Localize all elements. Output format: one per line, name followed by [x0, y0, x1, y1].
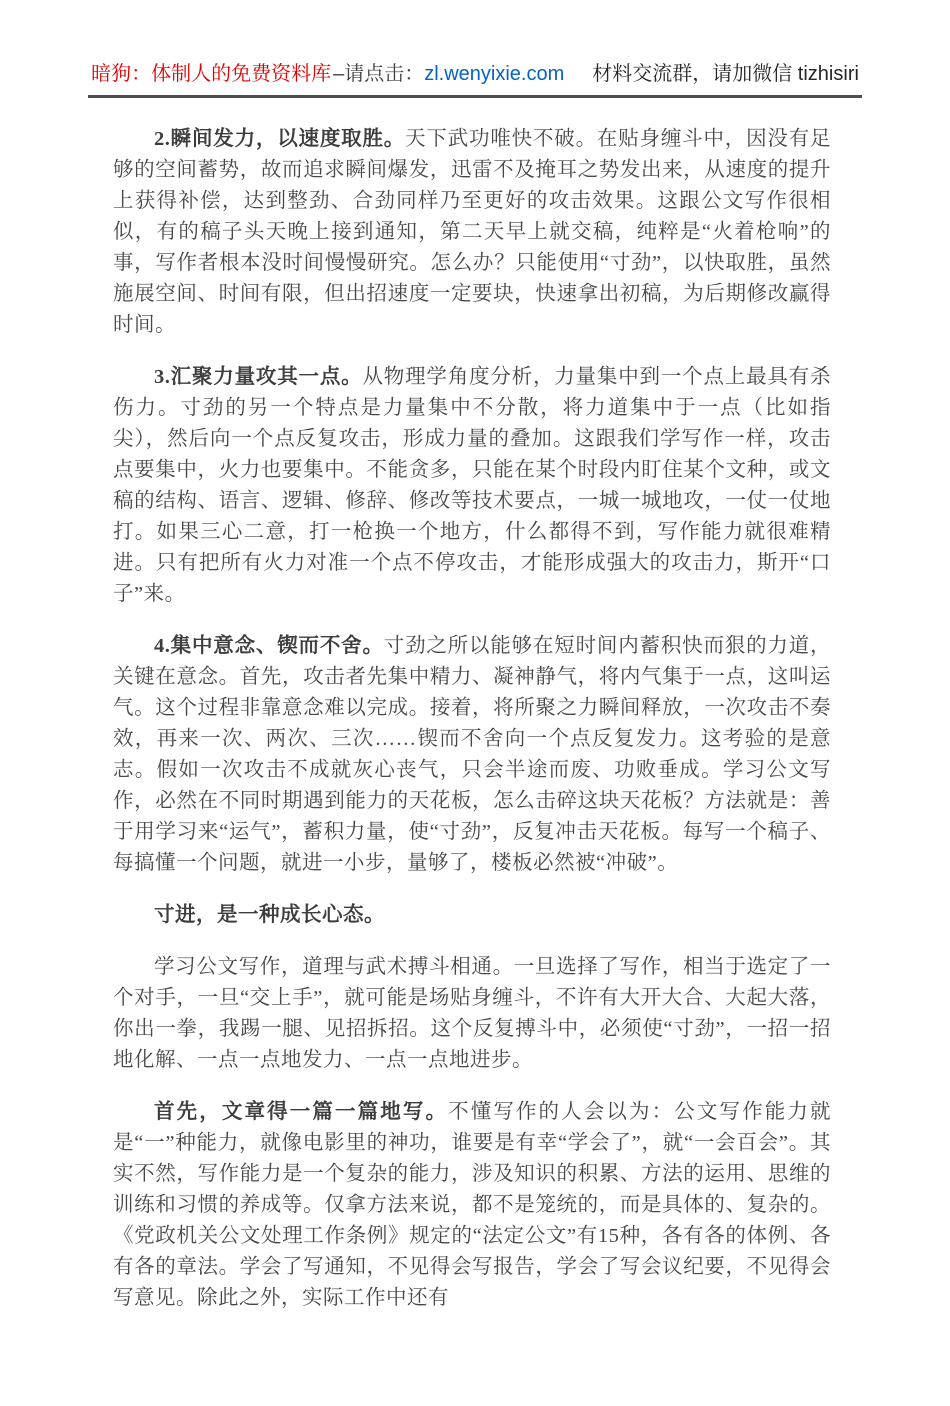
- paragraph-growth-mindset: [113, 952, 831, 1076]
- paragraph-lead: 3.汇聚力量攻其一点。: [154, 366, 363, 388]
- paragraph-willpower: [113, 631, 831, 879]
- wechat-group-note: 材料交流群，请加微信 tizhisiri: [592, 63, 859, 85]
- paragraph-text: 寸劲之所以能够在短时间内蓄积快而狠的力道，关键在意念。首先，攻击者先集中精力、凝神静气，将内气集于一点，这叫运气。这个过程非靠意念难以完成。接着，将所聚之力瞬间释放，一次攻击不奏效，再来一次、两次、三次……锲而不舍向一个点反复发力。这考验的是意志。假如一次攻击不成就灰心丧气，只会半途而废、功败垂成。学习公文写作，必然在不同时期遇到能力的天花板，怎么击碎这块天花板？方法就是：善于用学习来“运气”，蓄积力量，使“寸劲”，反复冲击天花板。每写一个稿子、每搞懂一个问题，就进一小步，量够了，楼板必然被“冲破”。: [113, 635, 832, 874]
- header-banner: [88, 62, 862, 98]
- paragraph-text: 从物理学角度分析，力量集中到一个点上最具有杀伤力。寸劲的另一个特点是力量集中不分散，将力道集中于一点（比如指尖），然后向一个点反复攻击，形成力量的叠加。这跟我们学写作一样，攻击点要集中，火力也要集中。不能贪多，只能在某个时段内盯住某个文种，或文稿的结构、语言、逻辑、修辞、修改等技术要点，一城一城地攻，一仗一仗地打。如果三心二意，打一枪换一个地方，什么都得不到，写作能力就很难精进。只有把所有火力对准一个点不停攻击，才能形成强大的攻击力，斯开“口子”来。: [113, 366, 832, 605]
- paragraph-text: 天下武功唯快不破。在贴身缠斗中，因没有足够的空间蓄势，故而追求瞬间爆发，迅雷不及掩耳之势发出来，从速度的提升上获得补偿，达到整劲、合劲同样乃至更好的攻击效果。这跟公文写作很相似，有的稿子头天晚上接到通知，第二天早上就交稿，纯粹是“火着枪响”的事，写作者根本没时间慢慢研究。怎么办？只能使用“寸劲”，以快取胜，虽然施展空间、时间有限，但出招速度一定要块，快速拿出初稿，为后期修改赢得时间。: [113, 128, 832, 336]
- paragraph-lead: 首先，文章得一篇一篇地写。: [154, 1101, 449, 1123]
- paragraph-focus-force: [113, 362, 831, 610]
- site-link[interactable]: zl.wenyixie.com: [424, 63, 565, 85]
- paragraph-text: 不懂写作的人会以为：公文写作能力就是“一”种能力，就像电影里的神功，谁要是有幸“学会了”，就“一会百会”。其实不然，写作能力是一个复杂的能力，涉及知识的积累、方法的运用、思维的训练和习惯的养成等。仅拿方法来说，都不是笼统的，而是具体的、复杂的。《党政机关公文处理工作条例》规定的“法定公文”有15种，各有各的体例、各有各的章法。学会了写通知，不见得会写报告，学会了写会议纪要，不见得会写意见。除此之外，实际工作中还有: [113, 1101, 832, 1309]
- document-body: [113, 124, 831, 1314]
- paragraph-speed: [113, 124, 831, 341]
- paragraph-write-one-by-one: [113, 1097, 831, 1314]
- paragraph-lead: 2.瞬间发力，以速度取胜。: [154, 128, 406, 150]
- paragraph-text: 学习公文写作，道理与武术搏斗相通。一旦选择了写作，相当于选定了一个对手，一旦“交上手”，就可能是场贴身缠斗，不许有大开大合、大起大落，你出一拳，我踢一腿、见招拆招。这个反复搏斗中，必须使“寸劲”，一招一招地化解、一点一点地发力、一点一点地进步。: [113, 956, 831, 1071]
- click-prompt-text: –请点击：: [333, 63, 425, 85]
- brand-text: 暗狗：体制人的免费资料库: [91, 63, 332, 85]
- section-heading: 寸进，是一种成长心态。: [154, 904, 385, 926]
- paragraph-lead: 4.集中意念、锲而不舍。: [154, 635, 384, 657]
